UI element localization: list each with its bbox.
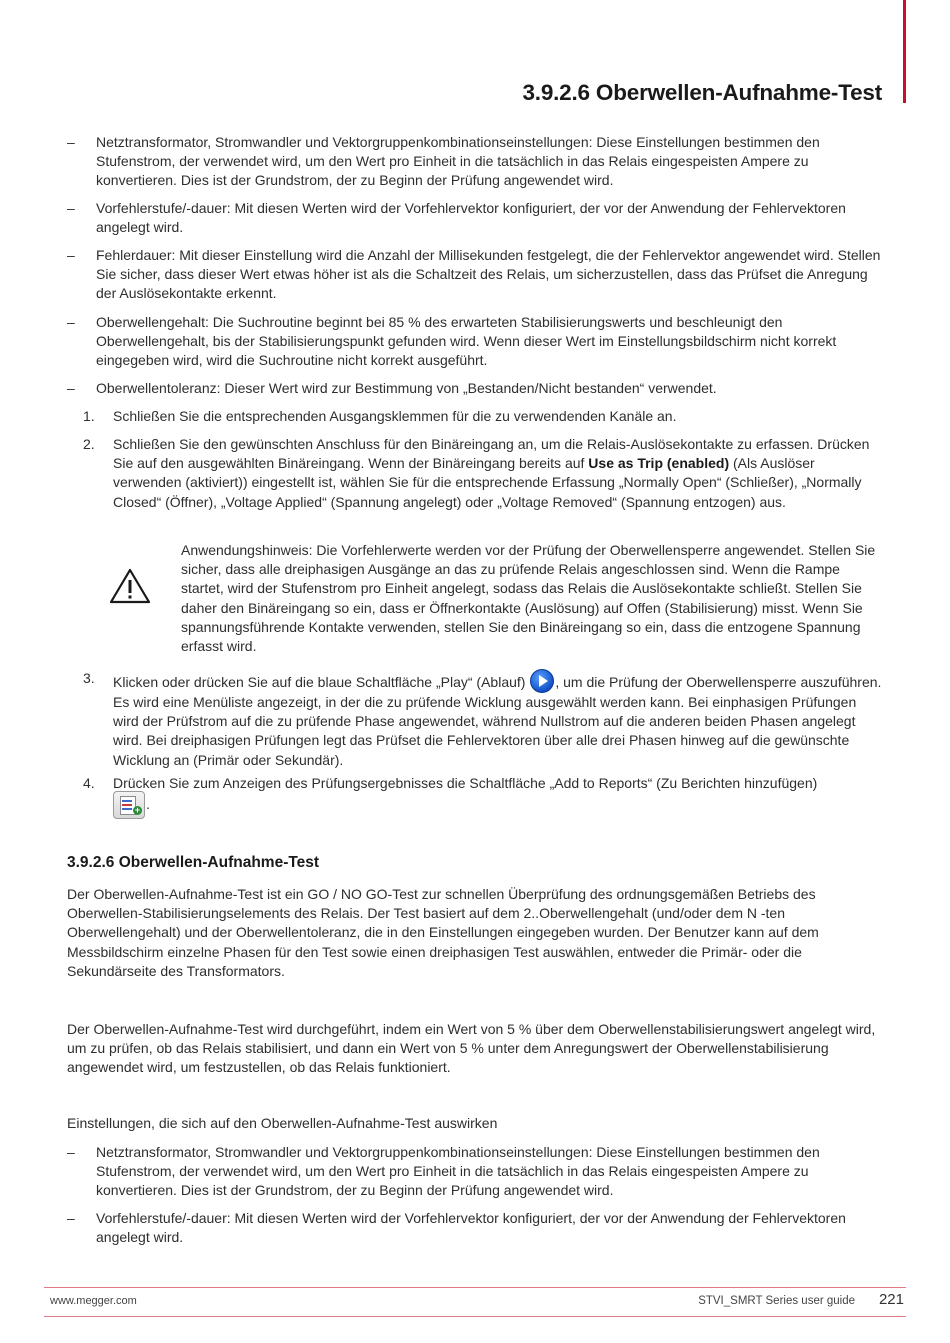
page-number: 221	[878, 1291, 904, 1308]
step-text-part: (Als Auslöser verwenden (aktiviert)) eingestellt ist, wählen Sie für die entsprechende Erfassung „Normally Open“ (Schließer), „Normally Closed“ (Öffner), „Voltage Applied“ (Spannung angelegt) oder „Voltage Removed“ (Spannung entzogen) aus.	[113, 455, 862, 510]
bullet-text: Vorfehlerstufe/-dauer: Mit diesen Werten wird der Vorfehlervektor konfiguriert, der vor der Anwendung der Fehlervektoren angelegt wird.	[96, 1210, 846, 1246]
bullet-dash: –	[67, 314, 75, 330]
bullet-text: Oberwellentoleranz: Dieser Wert wird zur Bestimmung von „Bestanden/Nicht bestanden“ verwendet.	[96, 380, 717, 396]
bullet-text: Vorfehlerstufe/-dauer: Mit diesen Werten wird der Vorfehlervektor konfiguriert, der vor der Anwendung der Fehlervektoren angelegt wird.	[96, 200, 846, 236]
section-heading: 3.9.2.6 Oberwellen-Aufnahme-Test	[67, 854, 320, 871]
page-title: 3.9.2.6 Oberwellen-Aufnahme-Test	[522, 80, 882, 105]
footer-divider	[44, 1287, 906, 1288]
step-text-part: , um die Prüfung der Oberwellensperre auszuführen. Es wird eine Menüliste angezeigt, in der die zu prüfende Wicklung ausgewählt werden kann. Bei einphasigen Prüfungen wird der Prüfstrom auf die zu prüfende Phase angewendet, während Nullstrom auf die anderen beiden Phasen angelegt wird. Bei dreiphasigen Prüfungen legt das Prüfset die Fehlervektoren über alle drei Phasen hinweg auf die gewünschte Wicklung an (Primär oder Sekundär).	[113, 674, 882, 768]
step-number: 1.	[83, 408, 95, 424]
bullet-text: Fehlerdauer: Mit dieser Einstellung wird die Anzahl der Millisekunden festgelegt, die der Fehlervektor angewendet wird. Stellen Sie sicher, dass dieser Wert etwas höher ist als die Schaltzeit des Relais, um sicherzustellen, dass das Prüfset die Anregung der Auslösekontakte erkennt.	[96, 247, 881, 302]
setting-name: Use as Trip (enabled)	[588, 455, 730, 472]
step-text-part: Drücken Sie zum Anzeigen des Prüfungsergebnisses die Schaltfläche „Add to Reports“ (Zu Berichten hinzufügen)	[113, 775, 818, 791]
step-number: 2.	[83, 436, 95, 452]
footer-website: www.megger.com	[50, 1295, 137, 1307]
warning-triangle-icon	[109, 567, 151, 605]
step-number: 3.	[83, 670, 95, 686]
footer-guide-title: STVI_SMRT Series user guide	[698, 1295, 855, 1307]
bullet-dash: –	[67, 1144, 75, 1160]
footer-divider	[44, 1316, 906, 1317]
bullet-dash: –	[67, 247, 75, 263]
step-text-part: Schließen Sie den gewünschten Anschluss für den Binäreingang an, um die Relais-Auslösekontakte zu erfassen. Drücken Sie auf den ausgewählten Binäreingang. Wenn der Binäreingang bereits auf	[113, 436, 870, 472]
bullet-dash: –	[67, 200, 75, 216]
step-number: 4.	[83, 775, 95, 791]
step-text	[113, 435, 885, 512]
step-text-part: Klicken oder drücken Sie auf die blaue Schaltfläche „Play“ (Ablauf)	[113, 674, 530, 690]
bullet-text: Oberwellengehalt: Die Suchroutine beginnt bei 85 % des erwarteten Stabilisierungswerts und beschleunigt den Oberwellengehalt, bis der Stabilisierungspunkt gefunden wird. Wenn dieser Wert im Einstellungsbildschirm nicht korrekt eingegeben wird, wird die Suchroutine nicht korrekt ausgeführt.	[96, 314, 837, 369]
bullet-text: Netztransformator, Stromwandler und Vektorgruppenkombinationseinstellungen: Diese Einstellungen bestimmen den Stufenstrom, der verwendet wird, um den Wert pro Einheit in die tatsächlich in das Relais eingespeisten Ampere zu konvertieren. Dies ist der Grundstrom, der zu Beginn der Prüfung angewendet wird.	[96, 1144, 820, 1199]
bullet-dash: –	[67, 380, 75, 396]
accent-rule	[903, 0, 906, 103]
step-text-part: .	[146, 796, 150, 812]
bullet-dash: –	[67, 134, 75, 150]
step-text	[113, 669, 885, 770]
play-button-icon	[530, 669, 554, 693]
application-note: Anwendungshinweis: Die Vorfehlerwerte werden vor der Prüfung der Oberwellensperre angewendet. Stellen Sie sicher, dass alle dreiphasigen Ausgänge an das zu prüfende Relais angeschlossen sind. Wenn die Rampe startet, wird der Stufenstrom pro Einheit angelegt, sodass das Relais die Auslösekontakte schließt. Stellen Sie daher den Binäreingang so ein, dass er Öffnerkontakte (Auslösung) auf Offen (Stabilisierung) misst. Wenn Sie spannungsführende Kontakte verwenden, stellen Sie den Binäreingang so ein, dass die entzogene Spannung erfasst wird.	[181, 542, 876, 655]
paragraph: Der Oberwellen-Aufnahme-Test wird durchgeführt, indem ein Wert von 5 % über dem Oberwellenstabilisierungswert angelegt wird, um zu prüfen, ob das Relais stabilisiert, und dann ein Wert von 5 % unter dem Anregungswert der Oberwellenstabilisierung angewendet wird, um festzustellen, ob das Relais funktioniert.	[67, 1021, 876, 1076]
add-to-reports-icon: +	[113, 791, 145, 819]
bullet-dash: –	[67, 1210, 75, 1226]
bullet-text: Netztransformator, Stromwandler und Vektorgruppenkombinationseinstellungen: Diese Einstellungen bestimmen den Stufenstrom, der verwendet wird, um den Wert pro Einheit in die tatsächlich in das Relais eingespeisten Ampere zu konvertieren. Dies ist der Grundstrom, der zu Beginn der Prüfung angewendet wird.	[96, 134, 820, 189]
paragraph: Einstellungen, die sich auf den Oberwellen-Aufnahme-Test auswirken	[67, 1115, 498, 1131]
step-text	[113, 774, 885, 793]
paragraph: Der Oberwellen-Aufnahme-Test ist ein GO / NO GO-Test zur schnellen Überprüfung des ordnungsgemäßen Betriebs des Oberwellen-Stabilisierungselements des Relais. Der Test basiert auf dem 2..Oberwellengehalt (und/oder dem N -ten Oberwellengehalt) und der Oberwellentoleranz, die in den Einstellungen eingegeben wurden. Der Benutzer kann auf dem Messbildschirm einzelne Phasen für den Test sowie einen dreiphasigen Test auswählen, entweder die Primär- oder die Sekundärseite des Transformators.	[67, 886, 819, 979]
step-text: Schließen Sie die entsprechenden Ausgangsklemmen für die zu verwendenden Kanäle an.	[113, 408, 677, 424]
